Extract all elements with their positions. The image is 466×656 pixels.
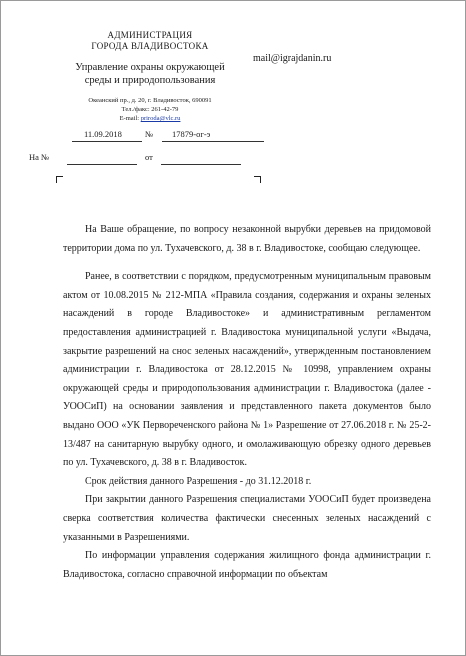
org-name-line1: АДМИНИСТРАЦИЯ [107, 30, 193, 40]
registration-date: 11.09.2018 [84, 129, 122, 139]
reference-label: На № [29, 152, 50, 162]
letterhead [40, 30, 260, 123]
number-underline [162, 141, 264, 142]
recipient-email: mail@igrajdanin.ru [253, 53, 332, 64]
paragraph: Ранее, в соответствии с порядком, предусмотренным муниципальным правовым актом от 10.08.2015 № 212-МПА «Правила создания, содержания и охраны зеленых насаждений в городе Владивостоке» и административным регламентом предоставления администрацией г. Владивостока муниципальной услуги «Выдача, закрытие разрешений на снос зеленых насаждений», утвержденным постановлением администрации г. Владивостока от 28.12.2015 № 10998, управлением охраны окружающей среды и природопользования администрации г. Владивостока (далее - УООСиП) на основании заявления и представленного пакета документов было выдано ООО «УК Первореченского района № 1» Разрешение от 27.06.2018 г. № 25-2-13/487 на санитарную вырубку одного, и омолаживающую обрезку одного деревьев по ул. Тухачевского, д. 38 в г. Владивосток. [63, 271, 431, 469]
org-name-line2: ГОРОДА ВЛАДИВОСТОКА [91, 41, 209, 51]
registration-number: 17879-ог-э [172, 129, 211, 139]
paragraph: На Ваше обращение, по вопросу незаконной вырубки деревьев на придомовой территории дома по ул. Тухачевского, д. 38 в г. Владивостоке, сообщаю следующее. [63, 224, 431, 254]
email-label: E-mail: [119, 115, 141, 122]
letter-body [63, 221, 431, 584]
contact-block [40, 96, 260, 123]
department-name [40, 61, 260, 87]
address-corner-mark-right [254, 176, 261, 183]
reference-row [29, 152, 279, 166]
number-sign: № [145, 129, 154, 139]
paragraph: По информации управления содержания жилищного фонда администрации г. Владивостока, согласно справочной информации по объектам [63, 550, 431, 580]
reference-date-line [161, 164, 241, 165]
email-line [40, 114, 260, 123]
phone-fax: Тел./факс: 261-42-79 [121, 106, 179, 113]
registration-row [72, 129, 272, 143]
paragraph: Срок действия данного Разрешения - до 31.12.2018 г. [85, 475, 312, 487]
department-line2: среды и природопользования [84, 75, 216, 86]
address-corner-mark-left [56, 176, 63, 183]
reference-number-line [67, 164, 137, 165]
email-link[interactable]: priroda@vlc.ru [140, 115, 181, 122]
department-line1: Управление охраны окружающей [75, 62, 225, 73]
date-underline [72, 141, 142, 142]
paragraph: При закрытии данного Разрешения специалистами УООСиП будет произведена сверка соответствия количества фактически снесенных зеленых насаждений с указанными в Разрешениями. [63, 494, 431, 543]
postal-address: Океанский пр., д. 20, г. Владивосток, 690091 [88, 97, 212, 104]
reference-from-label: от [145, 152, 153, 162]
